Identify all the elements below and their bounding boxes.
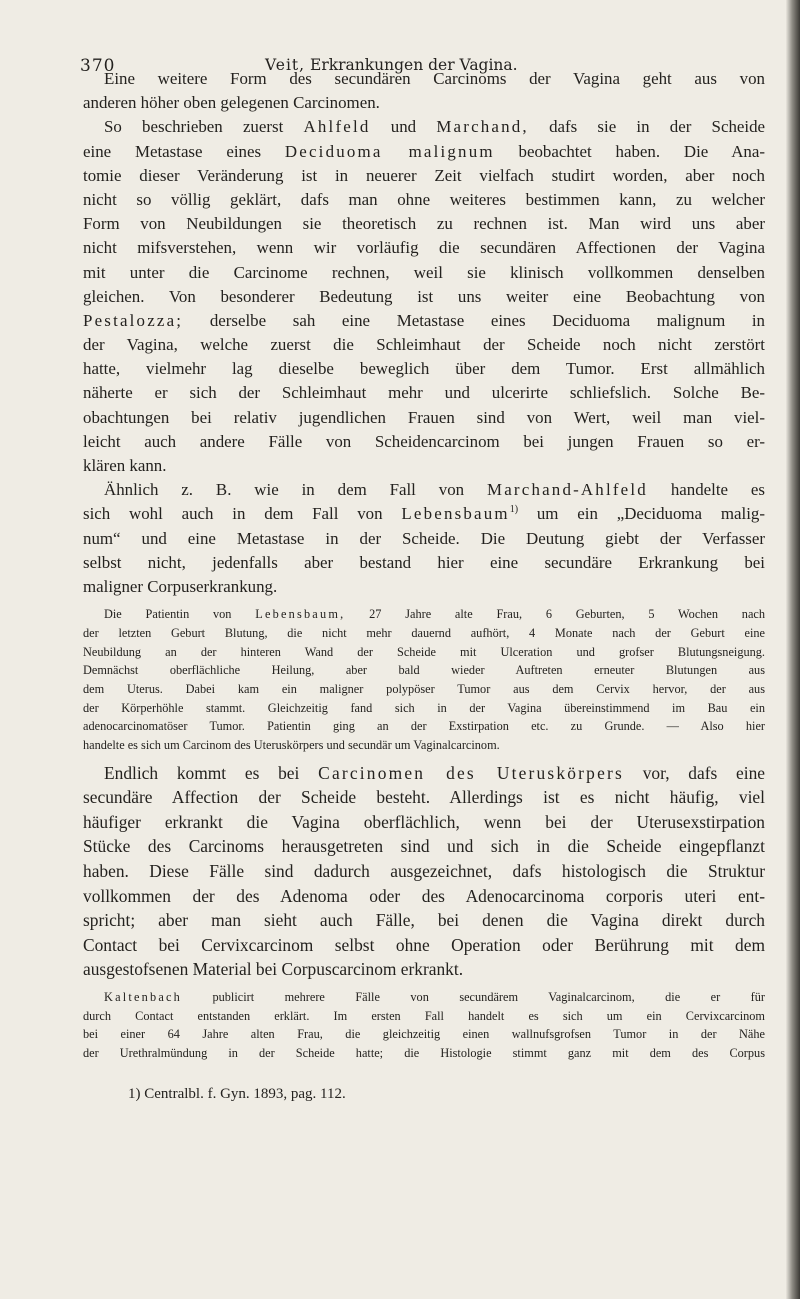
note-line: durch Contact entstanden erklärt. Im ersten Fall handelt es sich um ein Cervixcarcinom xyxy=(83,1008,765,1023)
footnote-ref: 1) xyxy=(509,504,519,516)
text-line: Contact bei Cervixcarcinom selbst ohne Operation oder Berührung mit dem xyxy=(83,934,765,955)
text-line: gleichen. Von besonderer Bedeutung ist uns weiter eine Beobachtung von xyxy=(83,286,765,306)
text-line: häufiger erkrankt die Vagina oberflächlich, wenn bei der Uterusexstirpation xyxy=(83,811,765,832)
text-line: sich wohl auch in dem Fall von Lebensbaum$^{1)}$ um ein „Deciduoma malig- xyxy=(83,504,765,524)
text-line: num“ und eine Metastase in der Scheide. Die Deutung giebt der Verfasser xyxy=(83,528,765,548)
text-line: nicht mifsverstehen, wenn wir vorläufig die secundären Affectionen der Vagina xyxy=(83,238,765,258)
text-line: Pestalozza; derselbe sah eine Metastase eines Deciduoma malignum in xyxy=(83,310,765,330)
text-line: spricht; aber man sieht auch Fälle, bei denen die Vagina direkt durch xyxy=(83,910,765,931)
text-line: Eine weitere Form des secundären Carcinoms der Vagina geht aus von xyxy=(104,69,765,88)
note-line: der Urethralmündung in der Scheide hatte; die Histologie stimmt ganz mit dem des Corpus xyxy=(83,1046,765,1061)
footnote xyxy=(83,1083,765,1105)
paragraph-4 xyxy=(83,761,765,982)
note-line: handelte es sich um Carcinom des Uteruskörpers und secundär um Vaginalcarcinom. xyxy=(83,737,500,752)
text-line: selbst nicht, jedenfalls aber bestand hier eine secundäre Erkrankung bei xyxy=(83,552,765,572)
text-line: So beschrieben zuerst Ahlfeld und Marchand, dafs sie in der Scheide xyxy=(104,117,766,137)
text-line: Ähnlich z. B. wie in dem Fall von Marchand-Ahlfeld handelte es xyxy=(104,480,765,500)
page-number: 370 xyxy=(80,56,116,76)
text-line: der Vagina, welche zuerst die Schleimhaut der Scheide noch nicht zerstört xyxy=(83,335,765,355)
text-line: eine Metastase eines Deciduoma malignum beobachtet haben. Die Ana- xyxy=(83,141,765,161)
text-line: obachtungen bei relativ jugendlichen Frauen sind von Wert, weil man viel- xyxy=(83,407,765,427)
text-line: Form von Neubildungen sie theoretisch zu rechnen ist. Man wird uns aber xyxy=(83,214,765,234)
note-line: Kaltenbach publicirt mehrere Fälle von secundärem Vaginalcarcinom, die er für xyxy=(104,989,765,1004)
note-line: dem Uterus. Dabei kam ein maligner polypöser Tumor aus dem Cervix hervor, der aus xyxy=(83,681,765,696)
small-print-note-2 xyxy=(83,988,765,1063)
text-line: maligner Corpuserkrankung. xyxy=(83,576,278,596)
body-text xyxy=(83,67,765,1105)
page-edge-shadow xyxy=(786,0,800,1299)
text-line: vollkommen der des Adenoma oder des Adenocarcinoma corporis uteri ent- xyxy=(83,885,765,906)
text-line: leicht auch andere Fälle von Scheidencarcinom bei jungen Frauen so er- xyxy=(83,431,765,451)
paragraph-1 xyxy=(83,67,765,115)
paragraph-3 xyxy=(83,478,765,599)
text-line: tomie dieser Veränderung ist in neuerer Zeit vielfach studirt worden, aber noch xyxy=(83,165,765,185)
text-line: nicht so völlig geklärt, dafs man ohne weiteres bestimmen kann, zu welcher xyxy=(83,189,765,209)
text-line: anderen höher oben gelegenen Carcinomen. xyxy=(83,93,380,113)
text-line: Stücke des Carcinoms herausgetreten sind und sich in die Scheide eingepflanzt xyxy=(83,836,765,857)
text-line: haben. Diese Fälle sind dadurch ausgezeichnet, dafs histologisch die Struktur xyxy=(83,861,765,881)
paragraph-2 xyxy=(83,115,765,478)
note-line: Neubildung an der hinteren Wand der Scheide mit Ulceration und grofser Blutungsneigung. xyxy=(83,644,765,659)
text-line: secundäre Affection der Scheide besteht. Allerdings ist es nicht häufig, viel xyxy=(83,787,765,808)
note-line: Demnächst oberflächliche Heilung, aber bald wieder Auftreten erneuter Blutungen aus xyxy=(83,663,765,678)
small-print-note-1 xyxy=(83,605,765,755)
note-line: adenocarcinomatöser Tumor. Patientin ging an der Exstirpation etc. zu Grunde. — Also hier xyxy=(83,719,765,734)
text-line: Endlich kommt es bei Carcinomen des Uteruskörpers vor, dafs eine xyxy=(104,762,765,783)
text-line: näherte er sich der Schleimhaut mehr und ulcerirte schliefslich. Solche Be- xyxy=(83,383,765,403)
note-line: der Körperhöhle stammt. Gleichzeitig fand sich in der Vagina übereinstimmend im Bau ein xyxy=(83,700,765,715)
text-line: hatte, vielmehr lag dieselbe beweglich über dem Tumor. Erst allmählich xyxy=(83,359,765,379)
footnote-text: Centralbl. f. Gyn. 1893, pag. 112. xyxy=(144,1085,346,1102)
running-title: Veit, Erkrankungen der Vagina. xyxy=(265,56,518,74)
text-line: klären kann. xyxy=(83,456,167,475)
footnote-marker: 1) xyxy=(128,1085,141,1102)
note-line: bei einer 64 Jahre alten Frau, die gleichzeitig einen wallnufsgrofsen Tumor in der Nähe xyxy=(83,1027,765,1042)
text-line: mit unter die Carcinome rechnen, weil sie klinisch vollkommen denselben xyxy=(83,262,765,282)
note-line: der letzten Geburt Blutung, die nicht mehr dauernd aufhört, 4 Monate nach der Geburt eine xyxy=(83,625,765,640)
text-line: ausgestofsenen Material bei Corpuscarcinom erkrankt. xyxy=(83,959,464,980)
note-line: Die Patientin von Lebensbaum, 27 Jahre alte Frau, 6 Geburten, 5 Wochen nach xyxy=(104,607,766,622)
